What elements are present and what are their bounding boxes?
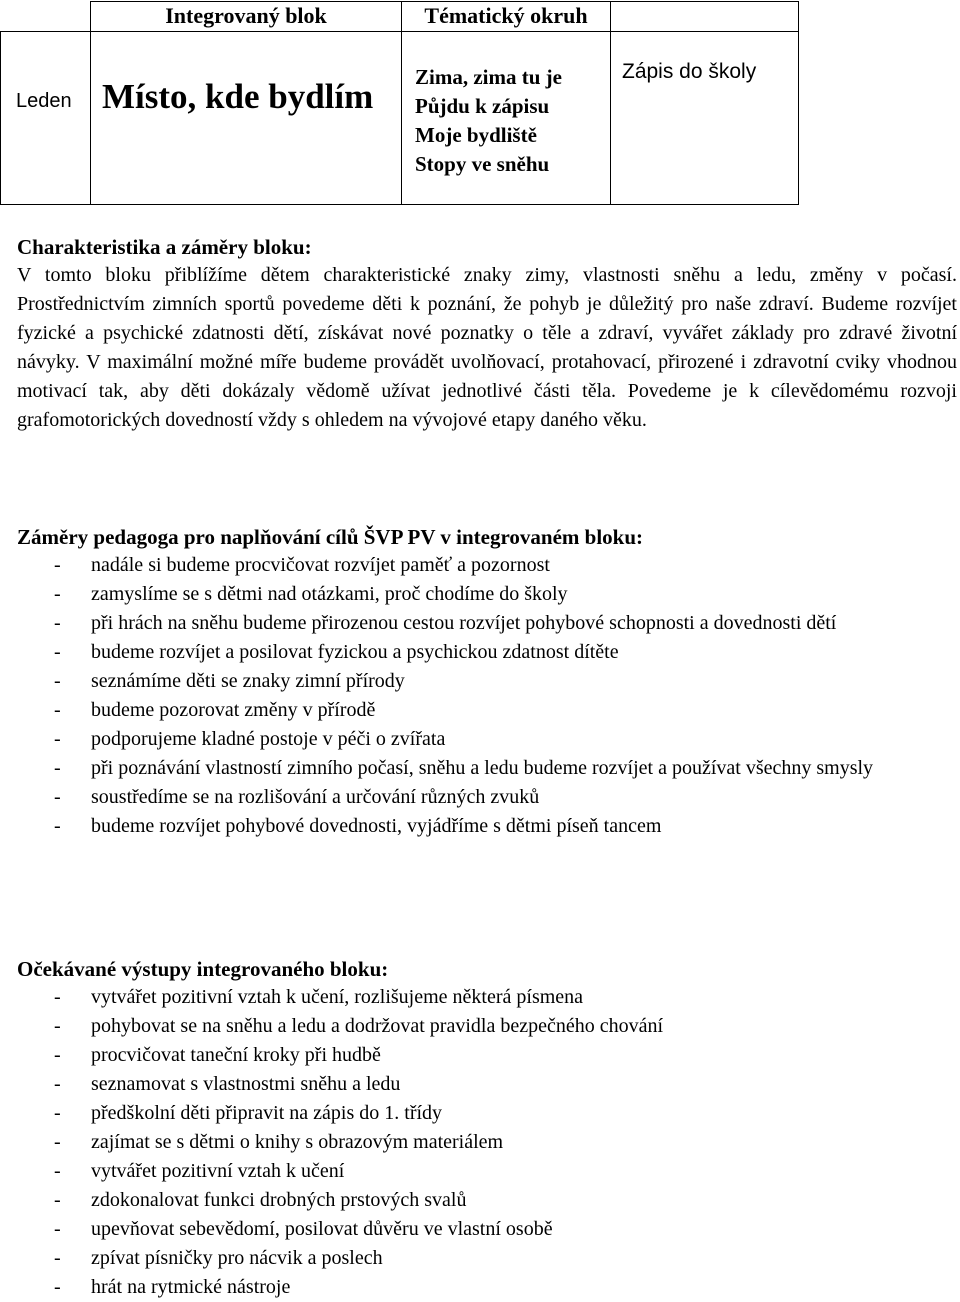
col-header-integrated-block	[90, 1, 402, 32]
goals-list	[17, 551, 960, 841]
outcomes-section	[17, 955, 960, 1302]
theme-item: Půjdu k zápisu	[415, 94, 550, 118]
list-item: - pohybovat se na sněhu a ledu a dodržovat pravidla bezpečného chování	[17, 1012, 960, 1041]
list-item: - budeme pozorovat změny v přírodě	[17, 696, 960, 725]
outcomes-list	[17, 983, 960, 1302]
month-label: Leden	[16, 90, 72, 112]
list-item: - upevňovat sebevědomí, posilovat důvěru ve vlastní osobě	[17, 1215, 960, 1244]
theme-item: Zima, zima tu je	[415, 65, 562, 89]
col-header-empty	[610, 1, 799, 32]
list-item: - zajímat se s dětmi o knihy s obrazovým materiálem	[17, 1128, 960, 1157]
list-item: - podporujeme kladné postoje v péči o zvířata	[17, 725, 960, 754]
extra-topic: Zápis do školy	[622, 60, 757, 83]
month-cell	[0, 31, 91, 205]
characteristics-heading: Charakteristika a záměry bloku:	[17, 235, 312, 259]
goals-heading: Záměry pedagoga pro naplňování cílů ŠVP PV v integrovaném bloku:	[17, 525, 644, 549]
extra-topic-cell	[610, 31, 799, 205]
list-item: - hrát na rytmické nástroje	[17, 1273, 960, 1302]
goals-section	[17, 523, 960, 841]
outcomes-heading: Očekávané výstupy integrovaného bloku:	[17, 957, 389, 981]
characteristics-section	[17, 233, 960, 435]
list-item: - seznamovat s vlastnostmi sněhu a ledu	[17, 1070, 960, 1099]
list-item: - procvičovat taneční kroky při hudbě	[17, 1041, 960, 1070]
list-item: - vytvářet pozitivní vztah k učení, rozlišujeme některá písmena	[17, 983, 960, 1012]
list-item: - předškolní děti připravit na zápis do 1. třídy	[17, 1099, 960, 1128]
col-header-thematic-area-label: Tématický okruh	[424, 3, 588, 28]
list-item: - zdokonalovat funkci drobných prstových svalů	[17, 1186, 960, 1215]
list-item: - zpívat písničky pro nácvik a poslech	[17, 1244, 960, 1273]
list-item: - zamyslíme se s dětmi nad otázkami, proč chodíme do školy	[17, 580, 960, 609]
list-item: - seznámíme děti se znaky zimní přírody	[17, 667, 960, 696]
list-item: - při hrách na sněhu budeme přirozenou cestou rozvíjet pohybové schopnosti a dovednosti dětí	[17, 609, 881, 638]
block-title: Místo, kde bydlím	[102, 77, 374, 116]
themes-list	[415, 63, 562, 179]
list-item: - budeme rozvíjet pohybové dovednosti, vyjádříme s dětmi píseň tancem	[17, 812, 960, 841]
theme-item: Moje bydliště	[415, 123, 537, 147]
list-item: - nadále si budeme procvičovat rozvíjet paměť a pozornost	[17, 551, 960, 580]
list-item: - při poznávání vlastností zimního počasí, sněhu a ledu budeme rozvíjet a používat všechny smysly	[17, 754, 931, 783]
theme-item: Stopy ve sněhu	[415, 152, 550, 176]
list-item: - vytvářet pozitivní vztah k učení	[17, 1157, 960, 1186]
col-header-thematic-area	[401, 1, 611, 32]
characteristics-text: V tomto bloku přiblížíme dětem charakteristické znaky zimy, vlastnosti sněhu a ledu, změny v počasí. Prostřednictvím zimních sportů povedeme děti k poznání, že pohyb je důležitý pro naše zdraví. Budeme rozvíjet fyzické a psychické zdatnosti dětí, získávat nové poznatky o těle a zdraví, vyvářet základy pro zdravé životní návyky. V maximální možné míře budeme provádět uvolňovací, protahovací, přirozené i zdravotní cviky vhodnou motivací tak, aby děti dokázaly vědomě užívat jednotlivé části těla. Povedeme je k cílevědomému rozvoji grafomotorických dovedností vždy s ohledem na vývojové etapy daného věku.	[17, 264, 957, 431]
list-item: - soustředíme se na rozlišování a určování různých zvuků	[17, 783, 960, 812]
col-header-integrated-block-label: Integrovaný blok	[165, 3, 327, 28]
list-item: - budeme rozvíjet a posilovat fyzickou a psychickou zdatnost dítěte	[17, 638, 960, 667]
